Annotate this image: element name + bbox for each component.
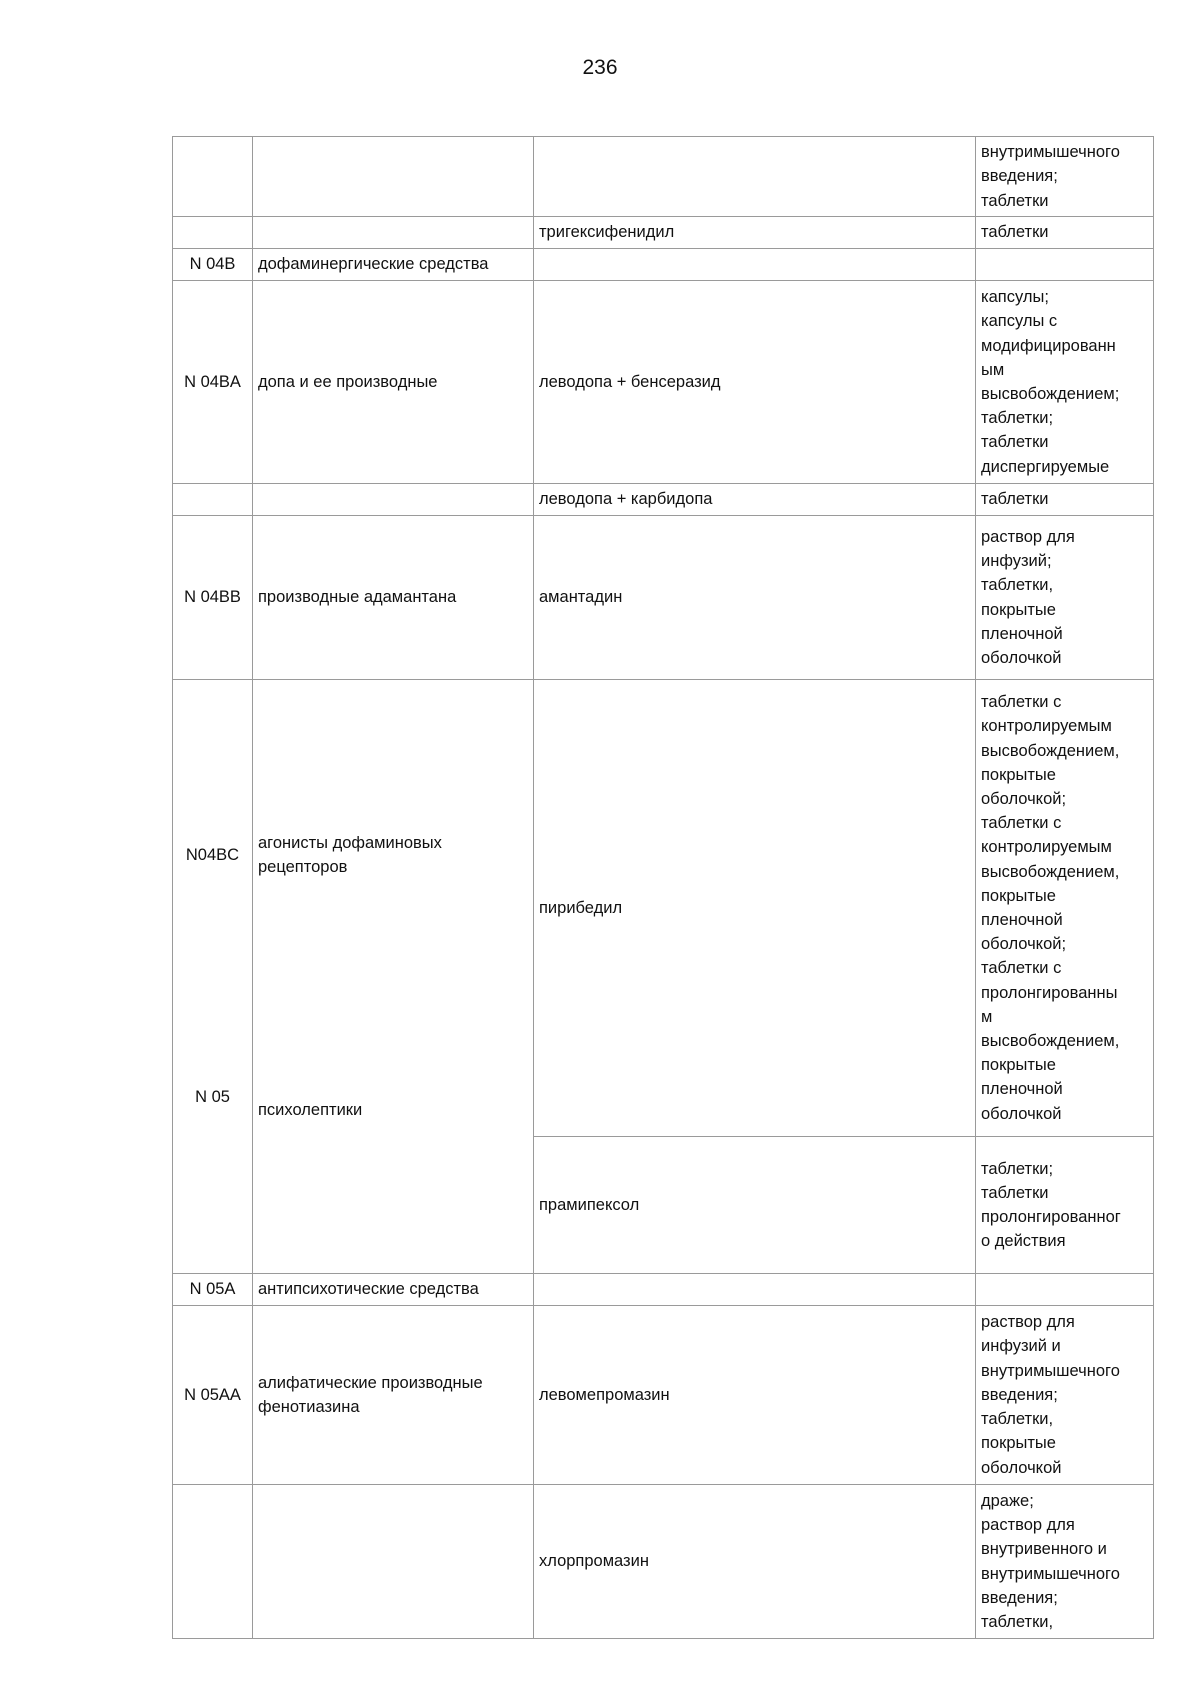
table-row [173,217,1154,249]
group-line: алифатические производные [258,1373,483,1392]
drug-cell [534,1274,976,1306]
form-line: высвобождением, [981,1032,1120,1051]
form-line: капсулы; [981,288,1049,307]
form-line: инфузий; [981,552,1052,571]
form-line: оболочкой; [981,935,1067,954]
form-line: раствор для [981,1516,1075,1535]
form-line: оболочкой [981,1104,1062,1123]
drug-table [172,136,1154,1639]
group-cell: допа и ее производные [253,281,534,484]
form-line: оболочкой [981,648,1062,667]
form-line: таблетки с [981,959,1062,978]
form-line: таблетки, [981,576,1054,595]
table-row [173,1485,1154,1639]
atc-code-cell: N 04BA [173,281,253,484]
form-line: высвобождением; [981,385,1120,403]
atc-code-cell [173,680,253,1274]
form-line: таблетки [981,490,1049,509]
table-row [173,1274,1154,1306]
atc-code-cell: N 05A [173,1274,253,1306]
form-line: пролонгированног [981,1208,1121,1226]
forms-cell [976,1485,1154,1639]
group-cell [253,1306,534,1485]
group-cell: производные адамантана [253,516,534,680]
group-cell [253,1485,534,1639]
group-cell: антипсихотические средства [253,1274,534,1306]
form-line: о действия [981,1232,1066,1251]
group-line: рецепторов [258,858,348,877]
table-row [173,484,1154,516]
drug-cell: леводопа + карбидопа [534,484,976,516]
form-line: внутримышечного [981,1564,1120,1583]
atc-code-cell [173,484,253,516]
form-line: введения; [981,1385,1058,1404]
group-line: агонисты дофаминовых [258,834,442,853]
form-line: контролируемым [981,717,1112,736]
form-line: диспергируемые [981,457,1110,476]
form-line: таблетки [981,1183,1049,1202]
form-line: таблетки [981,433,1049,452]
form-line: оболочкой; [981,789,1067,808]
form-line: контролируемым [981,838,1112,857]
group-line: фенотиазина [258,1398,360,1416]
form-line: м [981,1007,993,1026]
form-line: пленочной [981,1080,1063,1099]
drug-cell [534,137,976,217]
form-line: высвобождением, [981,862,1120,881]
form-line: инфузий и [981,1337,1061,1356]
form-line: покрытые [981,1056,1056,1075]
form-line: высвобождением, [981,741,1120,760]
form-line: модифицированн [981,336,1116,355]
form-line: драже; [981,1491,1034,1510]
form-line: раствор для [981,527,1075,546]
drug-cell: тригексифенидил [534,217,976,249]
atc-code-cell [173,1485,253,1639]
table-row [173,249,1154,281]
form-line: таблетки [981,223,1049,242]
form-line: покрытые [981,1434,1056,1453]
form-line: покрытые [981,886,1056,905]
group-cell [253,217,534,249]
form-line: таблетки; [981,1159,1054,1178]
form-line: внутримышечного [981,1361,1120,1380]
forms-cell [976,516,1154,680]
forms-cell [976,680,1154,1137]
atc-code-cell: N 04BB [173,516,253,680]
form-line: таблетки; [981,409,1054,428]
forms-cell [976,1306,1154,1485]
table-row [173,137,1154,217]
group-line: психолептики [258,1100,363,1119]
form-line: таблетки с [981,693,1062,712]
table-row [173,680,1154,1137]
form-line: внутривенного и [981,1540,1107,1559]
drug-cell: леводопа + бенсеразид [534,281,976,484]
drug-cell: хлорпромазин [534,1485,976,1639]
atc-code-cell: N 04B [173,249,253,281]
form-line: таблетки [981,191,1049,210]
form-line: пролонгированны [981,983,1118,1002]
atc-code: N 05 [195,1088,230,1107]
table-row [173,281,1154,484]
drug-cell: амантадин [534,516,976,680]
form-line: капсулы с [981,312,1058,331]
form-line: ым [981,360,1005,379]
drug-cell: пирибедил [534,680,976,1137]
forms-cell [976,137,1154,217]
group-cell [253,137,534,217]
group-cell [253,484,534,516]
forms-cell [976,484,1154,516]
form-line: покрытые [981,765,1056,784]
form-line: внутримышечного [981,143,1120,162]
atc-code-cell: N 05AA [173,1306,253,1485]
atc-code: N04BC [185,846,240,865]
atc-code-cell [173,137,253,217]
table-row [173,516,1154,680]
form-line: таблетки, [981,1410,1054,1429]
form-line: введения; [981,1588,1058,1607]
forms-cell [976,281,1154,484]
page-number: 236 [582,56,618,79]
form-line: раствор для [981,1313,1075,1332]
forms-cell [976,1274,1154,1306]
form-line: таблетки, [981,1612,1054,1631]
forms-cell [976,1137,1154,1274]
form-line: покрытые [981,600,1056,619]
forms-cell [976,249,1154,281]
atc-code-cell [173,217,253,249]
drug-cell: левомепромазин [534,1306,976,1485]
table-row [173,1306,1154,1485]
form-line: пленочной [981,911,1063,929]
drug-cell [534,249,976,281]
form-line: введения; [981,167,1058,186]
form-line: таблетки с [981,814,1062,833]
group-cell: дофаминергические средства [253,249,534,281]
form-line: оболочкой [981,1458,1062,1477]
form-line: пленочной [981,624,1063,643]
forms-cell [976,217,1154,249]
drug-cell: прамипексол [534,1137,976,1274]
group-cell [253,680,534,1274]
